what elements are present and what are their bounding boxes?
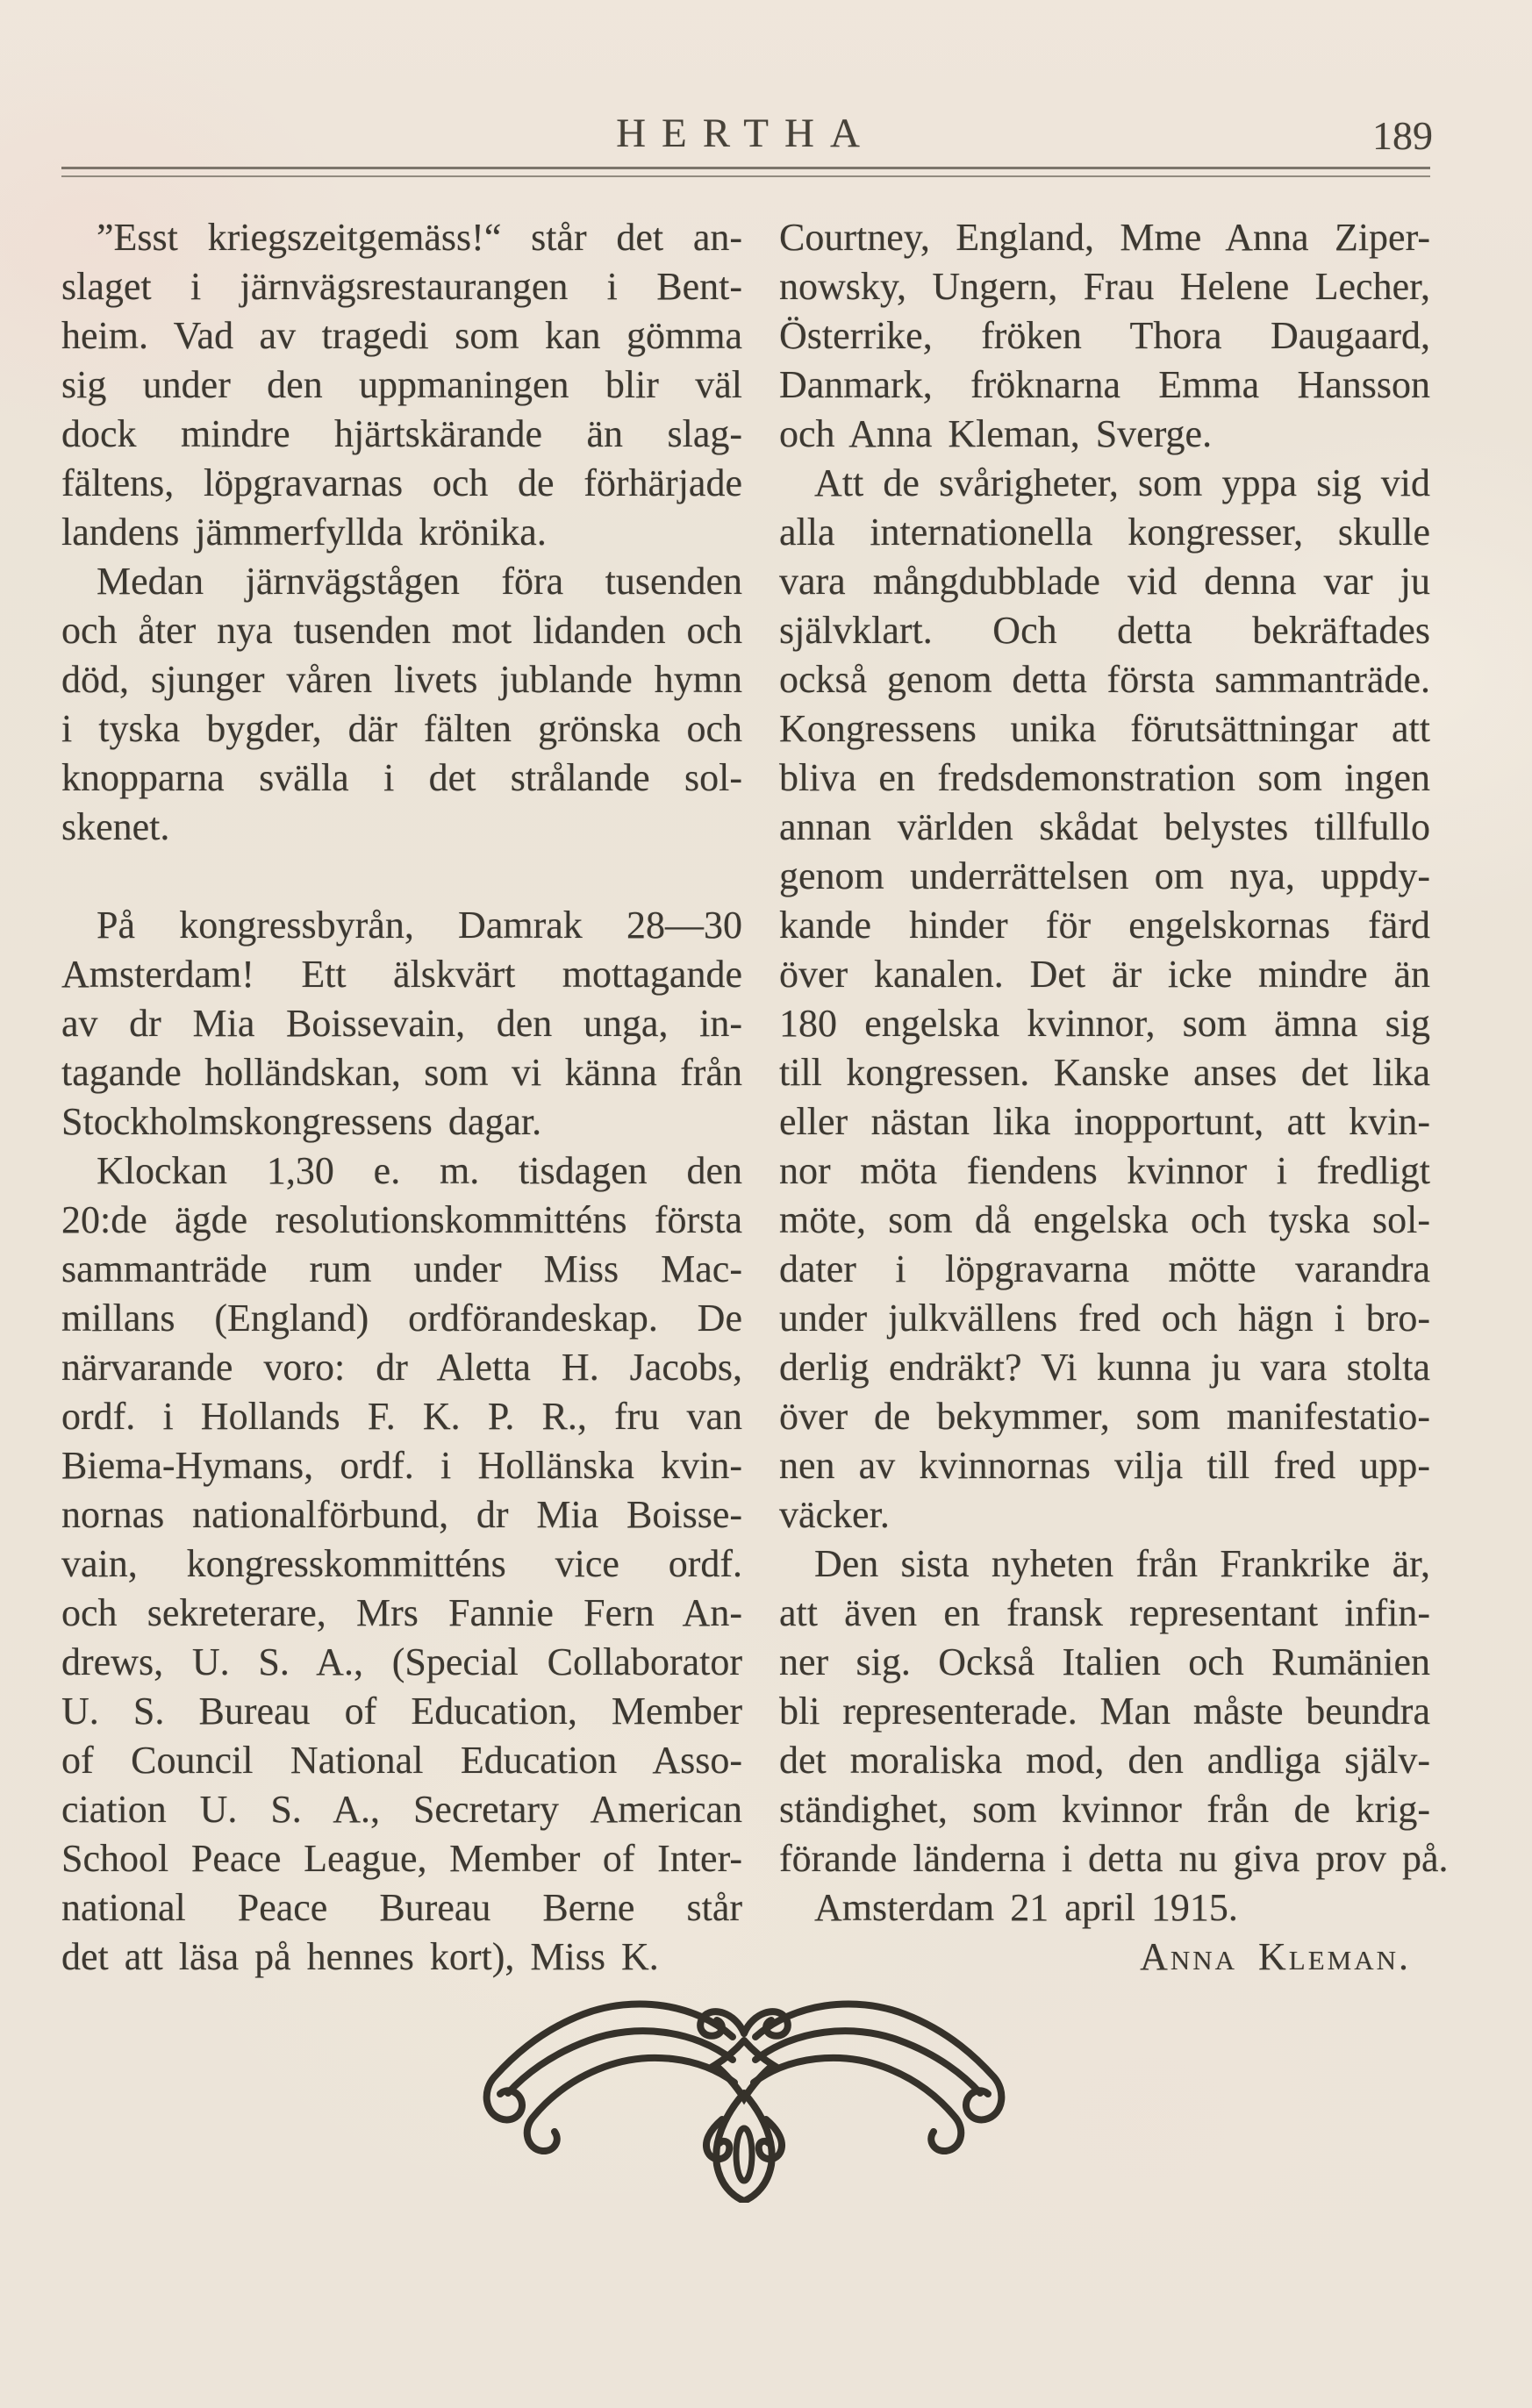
header-divider-rule <box>61 167 1430 177</box>
text-line: Österrike, fröken Thora Daugaard, <box>779 314 1430 357</box>
signature <box>779 1933 1430 1982</box>
paragraph <box>779 1540 1449 1883</box>
text-line: bli representerade. Man måste beundra <box>779 1690 1430 1733</box>
text-line: Biema-Hymans, ordf. i Hollänska kvin- <box>61 1444 742 1487</box>
text-line: bliva en fredsdemonstration som ingen <box>779 756 1430 799</box>
paragraph <box>61 1147 742 1982</box>
text-line: landens jämmerfyllda krönika. <box>61 511 547 554</box>
text-line: Stockholmskongressens dagar. <box>61 1100 542 1143</box>
text-line: död, sjunger våren livets jublande hymn <box>61 658 742 701</box>
text-line: förande länderna i detta nu giva prov på. <box>779 1837 1449 1880</box>
text-line: ner sig. Också Italien och Rumänien <box>779 1640 1430 1683</box>
text-line: Courtney, England, Mme Anna Ziper- <box>779 216 1430 259</box>
text-line: under julkvällens fred och hägn i bro- <box>779 1297 1430 1340</box>
text-line: det moraliska mod, den andliga själv- <box>779 1739 1430 1782</box>
text-line: kande hinder för engelskornas färd <box>779 904 1430 947</box>
text-line: Att de svårigheter, som yppa sig vid <box>814 461 1430 504</box>
text-line: nen av kvinnornas vilja till fred upp- <box>779 1444 1430 1487</box>
text-line: och åter nya tusenden mot lidanden och <box>61 609 742 652</box>
paragraph <box>61 213 742 557</box>
text-line: ordf. i Hollands F. K. P. R., fru van <box>61 1395 742 1438</box>
page-number: 189 <box>1372 113 1433 158</box>
text-line: över de bekymmer, som manifestatio- <box>779 1395 1430 1438</box>
text-line: att även en fransk representant infin- <box>779 1591 1430 1634</box>
text-line: det att läsa på hennes kort), Miss K. <box>61 1935 659 1978</box>
text-line: annan världen skådat belystes tillfullo <box>779 805 1430 848</box>
text-line: 180 engelska kvinnor, som ämna sig <box>779 1002 1430 1045</box>
text-line: slaget i järnvägsrestaurangen i Bent- <box>61 265 742 308</box>
paragraph <box>779 1883 1430 1933</box>
text-line: Danmark, fröknarna Emma Hansson <box>779 363 1430 406</box>
text-line: av dr Mia Boissevain, den unga, in- <box>61 1002 742 1045</box>
page-title: HERTHA <box>616 111 876 156</box>
text-line: ”Esst kriegszeitgemäss!“ står det an- <box>97 216 742 259</box>
text-line: På kongressbyrån, Damrak 28—30 <box>97 904 742 947</box>
flourish-ornament <box>476 1979 1012 2203</box>
text-line: och Anna Kleman, Sverge. <box>779 412 1213 455</box>
paragraph <box>779 213 1430 459</box>
text-line: drews, U. S. A., (Special Collaborator <box>61 1640 742 1683</box>
text-line: dater i löpgravarna mötte varandra <box>779 1247 1430 1290</box>
text-line: Den sista nyheten från Frankrike är, <box>814 1542 1430 1585</box>
text-line: ständighet, som kvinnor från de krig- <box>779 1788 1430 1831</box>
paragraph <box>779 459 1430 1540</box>
text-line: derlig endräkt? Vi kunna ju vara stolta <box>779 1346 1430 1389</box>
text-line: vara mångdubblade vid denna var ju <box>779 560 1430 603</box>
left-column <box>61 213 742 1982</box>
paragraph <box>61 901 742 1147</box>
text-line: dock mindre hjärtskärande än slag- <box>61 412 742 455</box>
text-line: millans (England) ordförandeskap. De <box>61 1297 742 1340</box>
text-line: ciation U. S. A., Secretary American <box>61 1788 742 1831</box>
text-line: till kongressen. Kanske anses det lika <box>779 1051 1430 1094</box>
text-line: sig under den uppmaningen blir väl <box>61 363 742 406</box>
text-line: vain, kongresskommitténs vice ordf. <box>61 1542 742 1585</box>
paragraph <box>61 557 742 852</box>
text-line: alla internationella kongresser, skulle <box>779 511 1430 554</box>
text-line: 20:de ägde resolutionskommitténs första <box>61 1198 742 1241</box>
text-line: nowsky, Ungern, Frau Helene Lecher, <box>779 265 1430 308</box>
text-line: genom underrättelsen om nya, uppdy- <box>779 854 1430 897</box>
text-line: i tyska bygder, där fälten grönska och <box>61 707 742 750</box>
text-line: nor möta fiendens kvinnor i fredligt <box>779 1149 1430 1192</box>
text-line: Amsterdam 21 april 1915. <box>814 1886 1238 1929</box>
text-line: skenet. <box>61 805 170 848</box>
text-line: of Council National Education Asso- <box>61 1739 742 1782</box>
text-line: School Peace League, Member of Inter- <box>61 1837 742 1880</box>
text-line: närvarande voro: dr Aletta H. Jacobs, <box>61 1346 742 1389</box>
text-line: national Peace Bureau Berne står <box>61 1886 742 1929</box>
text-line: U. S. Bureau of Education, Member <box>61 1690 742 1733</box>
text-line: Klockan 1,30 e. m. tisdagen den <box>97 1149 742 1192</box>
text-line: nornas nationalförbund, dr Mia Boisse- <box>61 1493 742 1536</box>
text-line: Amsterdam! Ett älskvärt mottagande <box>61 953 742 996</box>
text-line: knopparna svälla i det strålande sol- <box>61 756 742 799</box>
signature-line: Anna Kleman. <box>1140 1935 1411 1978</box>
text-line: fältens, löpgravarnas och de förhärjade <box>61 461 742 504</box>
text-line: Kongressens unika förutsättningar att <box>779 707 1430 750</box>
text-line: tagande holländskan, som vi känna från <box>61 1051 742 1094</box>
text-line: sammanträde rum under Miss Mac- <box>61 1247 742 1290</box>
text-line: väcker. <box>779 1493 890 1536</box>
text-line: också genom detta första sammanträde. <box>779 658 1430 701</box>
text-line: och sekreterare, Mrs Fannie Fern An- <box>61 1591 742 1634</box>
text-line: eller nästan lika inopportunt, att kvin- <box>779 1100 1430 1143</box>
text-line: självklart. Och detta bekräftades <box>779 609 1430 652</box>
text-line: över kanalen. Det är icke mindre än <box>779 953 1430 996</box>
text-line: Medan järnvägstågen föra tusenden <box>97 560 742 603</box>
right-column <box>779 213 1449 1982</box>
text-line: möte, som då engelska och tyska sol- <box>779 1198 1430 1241</box>
text-line: heim. Vad av tragedi som kan gömma <box>61 314 742 357</box>
